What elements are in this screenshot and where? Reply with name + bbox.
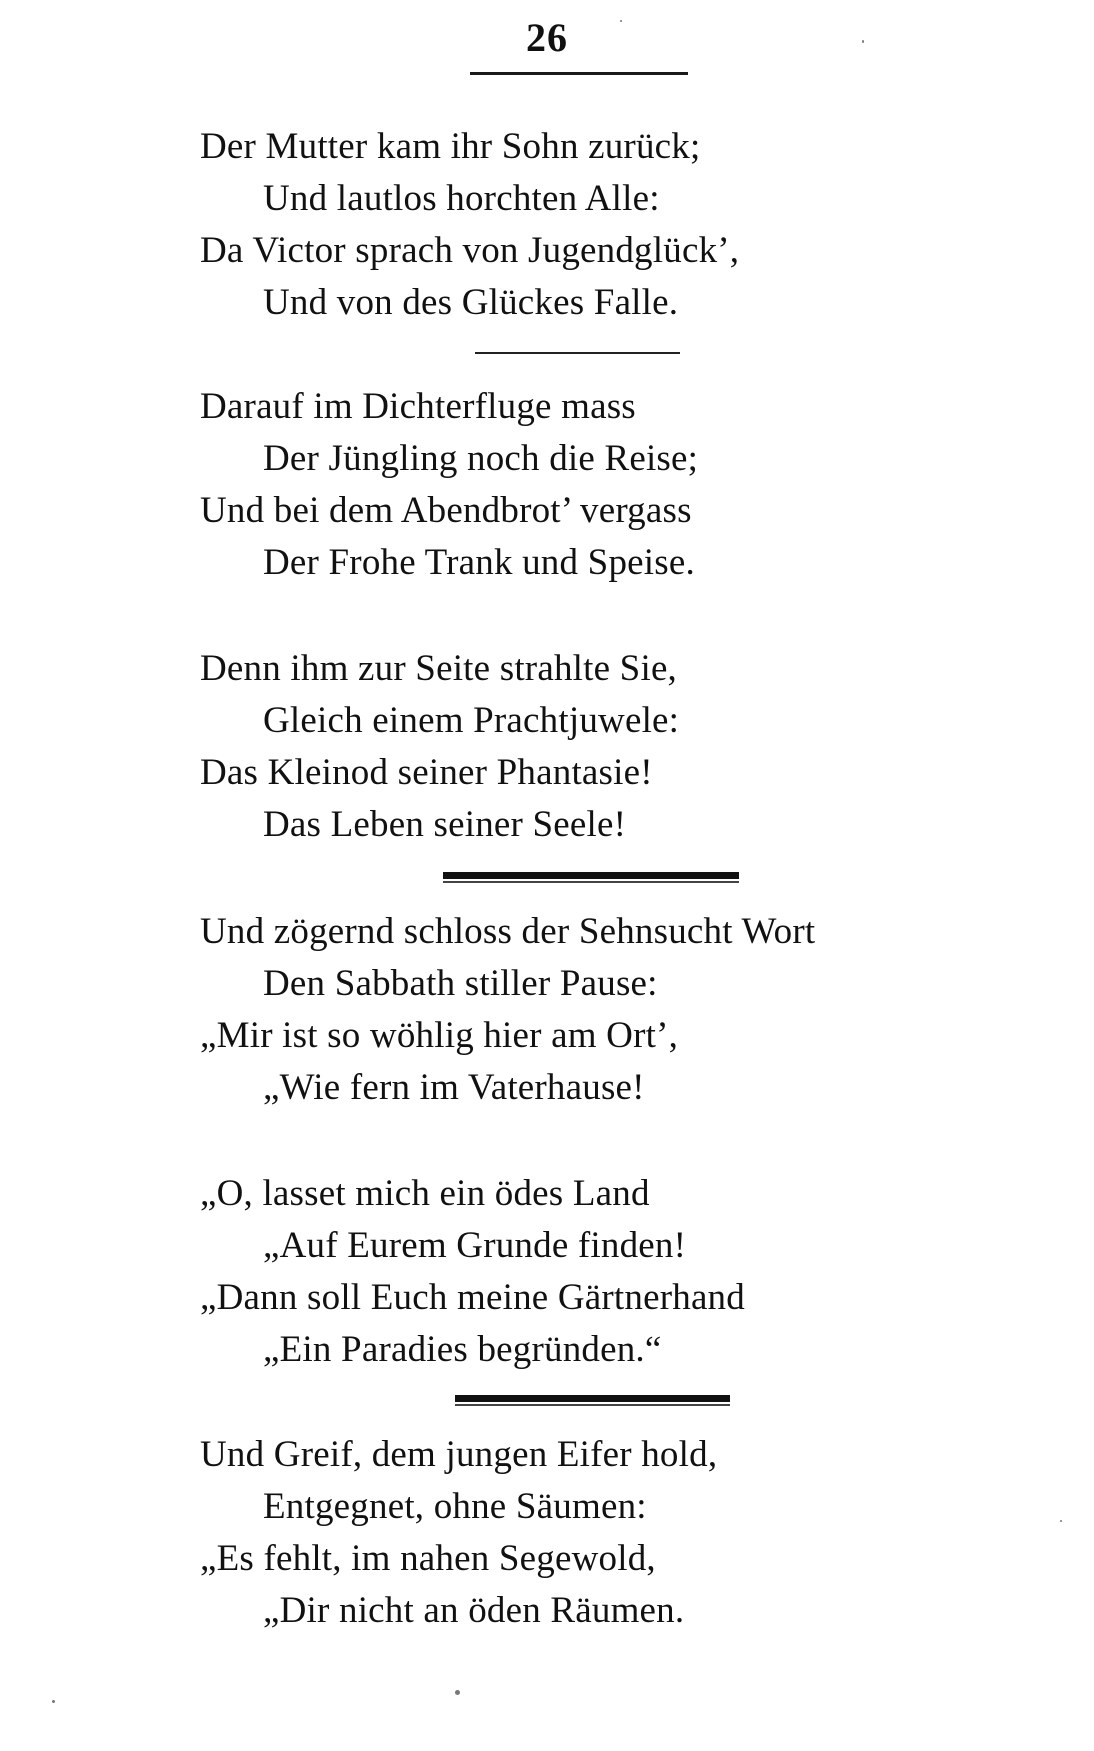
verse-line: Und Greif, dem jungen Eifer hold, bbox=[200, 1434, 718, 1475]
page-number: 26 bbox=[526, 15, 568, 60]
paper-speck bbox=[455, 1690, 460, 1695]
section-divider-thick bbox=[443, 872, 739, 879]
verse-line: Und bei dem Abendbrot’ vergass bbox=[200, 490, 692, 531]
verse-line: Der Jüngling noch die Reise; bbox=[263, 438, 699, 479]
section-divider-thick bbox=[455, 1395, 730, 1402]
verse-line: „Mir ist so wöhlig hier am Ort’, bbox=[200, 1015, 679, 1056]
verse-line: Das Kleinod seiner Phantasie! bbox=[200, 752, 653, 793]
verse-line: Das Leben seiner Seele! bbox=[263, 804, 627, 845]
verse-line: Gleich einem Prachtjuwele: bbox=[263, 700, 680, 741]
verse-line: Der Frohe Trank und Speise. bbox=[263, 542, 695, 583]
verse-line: Denn ihm zur Seite strahlte Sie, bbox=[200, 648, 678, 689]
verse-line: Den Sabbath stiller Pause: bbox=[263, 963, 658, 1004]
verse-line: „O, lasset mich ein ödes Land bbox=[200, 1173, 650, 1214]
verse-line: Entgegnet, ohne Säumen: bbox=[263, 1486, 647, 1527]
header-rule bbox=[470, 72, 688, 75]
verse-line: Da Victor sprach von Jugendglück’, bbox=[200, 230, 740, 271]
verse-line: „Ein Paradies begründen.“ bbox=[263, 1329, 662, 1370]
section-divider bbox=[475, 352, 680, 354]
verse-line: Und lautlos horchten Alle: bbox=[263, 178, 660, 219]
verse-line: „Es fehlt, im nahen Segewold, bbox=[200, 1538, 656, 1579]
verse-line: „Auf Eurem Grunde finden! bbox=[263, 1225, 687, 1266]
paper-speck bbox=[862, 40, 864, 43]
paper-speck bbox=[620, 20, 622, 22]
verse-line: „Dann soll Euch meine Gärtnerhand bbox=[200, 1277, 745, 1318]
verse-line: Der Mutter kam ihr Sohn zurück; bbox=[200, 126, 701, 167]
paper-speck bbox=[52, 1700, 55, 1703]
paper-speck bbox=[1060, 1520, 1062, 1522]
verse-line: Und zögernd schloss der Sehnsucht Wort bbox=[200, 911, 816, 952]
verse-line: „Dir nicht an öden Räumen. bbox=[263, 1590, 685, 1631]
verse-line: „Wie fern im Vaterhause! bbox=[263, 1067, 645, 1108]
verse-line: Darauf im Dichterfluge mass bbox=[200, 386, 636, 427]
verse-line: Und von des Glückes Falle. bbox=[263, 282, 679, 323]
